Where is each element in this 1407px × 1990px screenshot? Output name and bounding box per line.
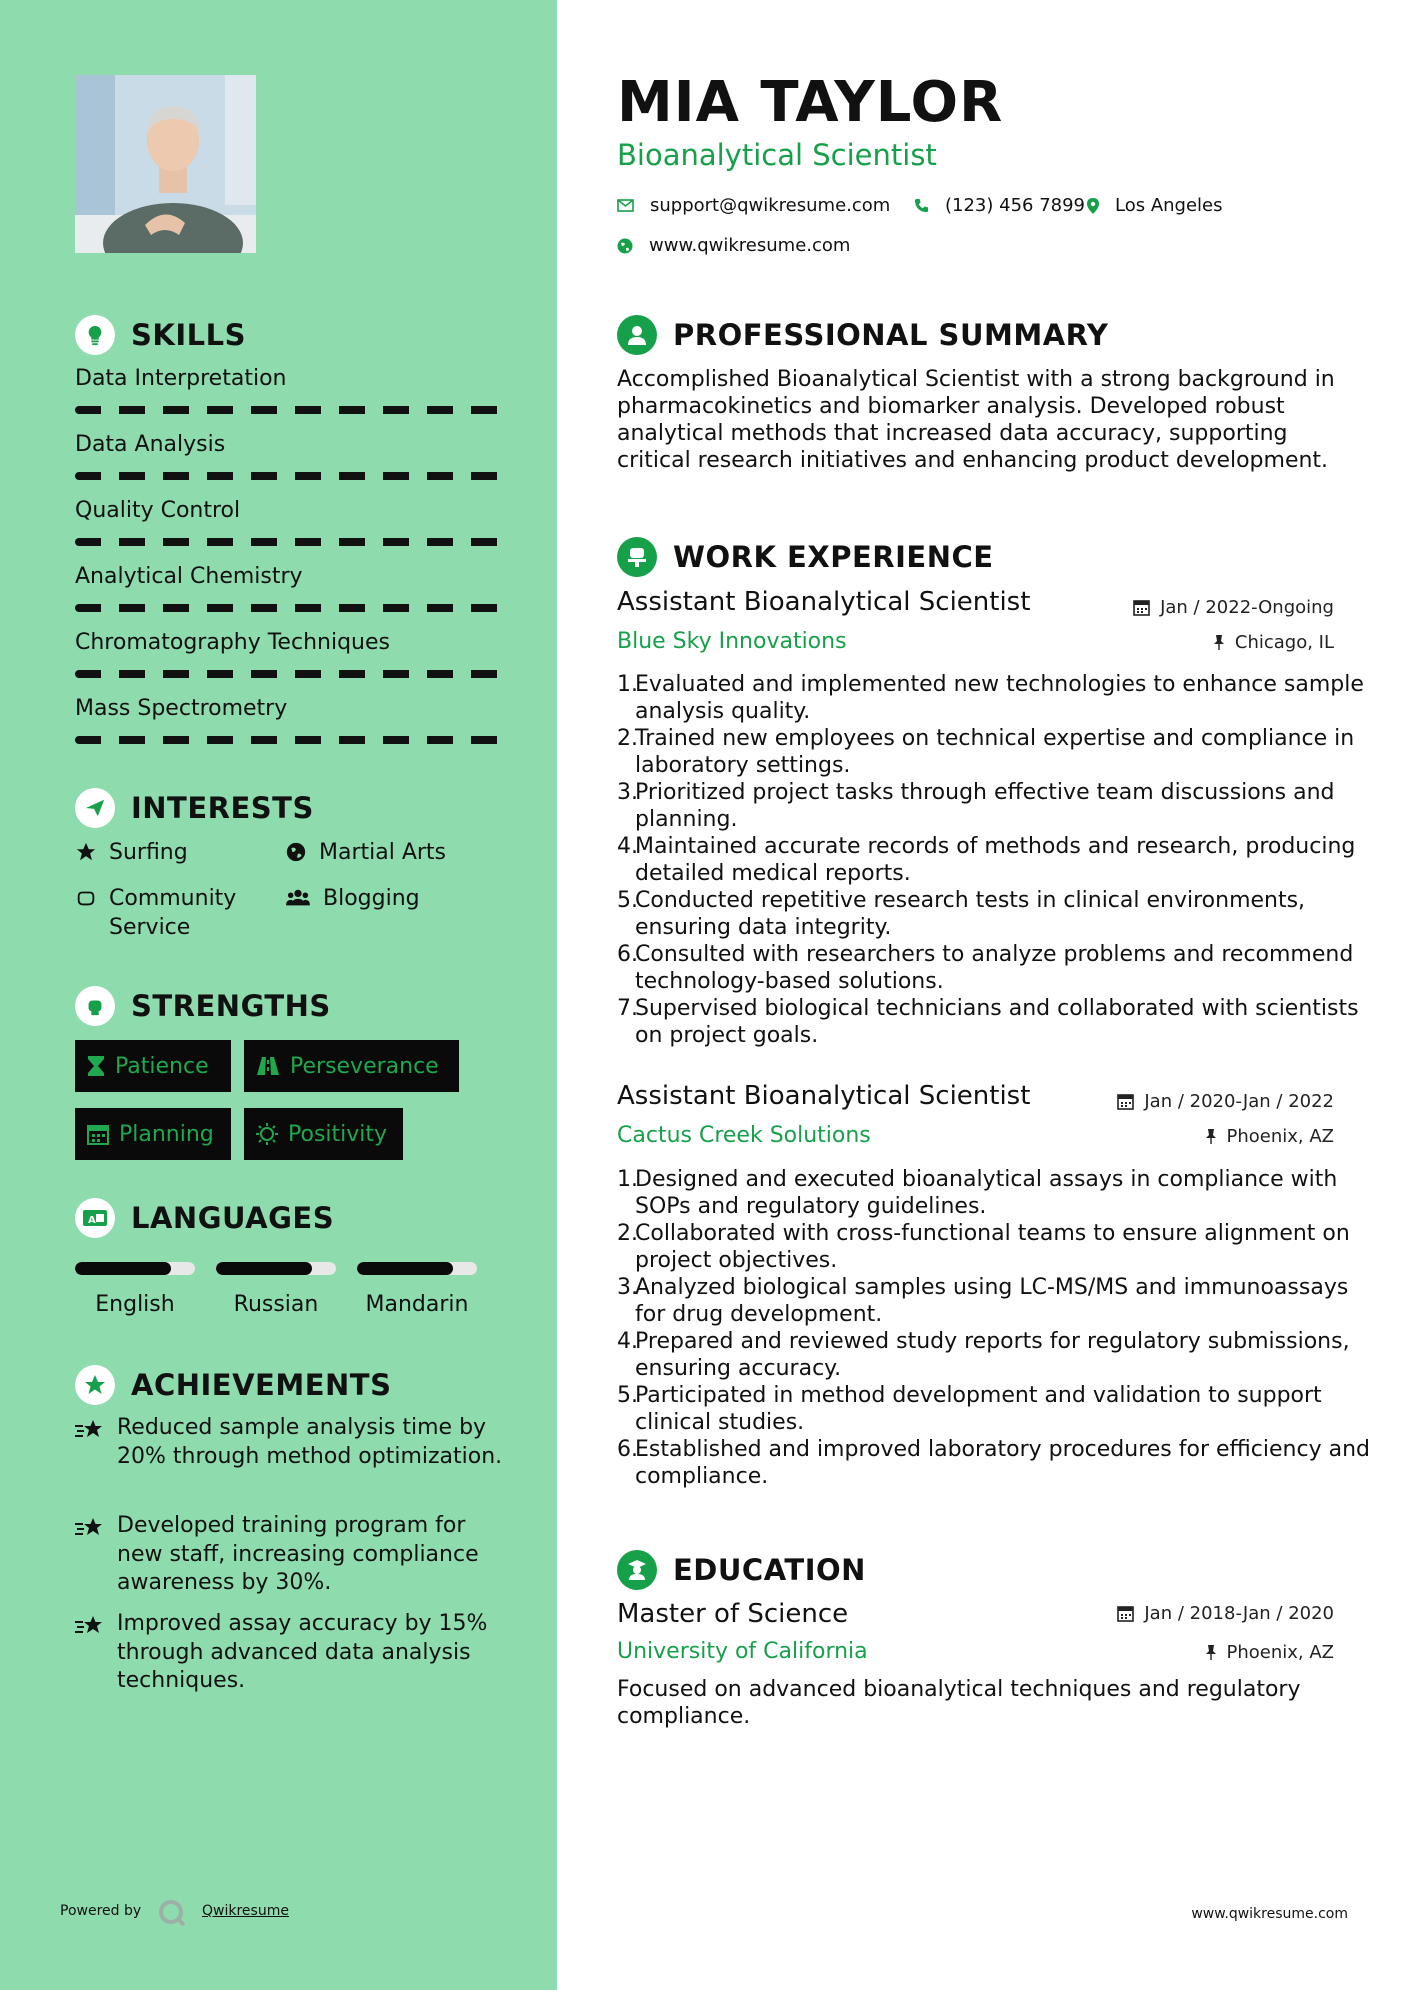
job-location (1213, 632, 1334, 653)
language-name: English (95, 1292, 175, 1317)
strength-badge (244, 1040, 459, 1092)
lightbulb-icon (75, 315, 115, 355)
education-location (1205, 1642, 1335, 1663)
users-icon (285, 887, 311, 909)
experience-heading (617, 537, 994, 577)
location-text: Los Angeles (1115, 195, 1223, 216)
job-company: Blue Sky Innovations (617, 629, 847, 654)
school-name: University of California (617, 1639, 868, 1664)
achievement-item (75, 1414, 515, 1471)
education-description: Focused on advanced bioanalytical techniques and regulatory compliance. (617, 1677, 1301, 1729)
language-level-fill (75, 1262, 171, 1275)
interest-item (285, 884, 515, 913)
strength-label: Planning (119, 1121, 214, 1147)
qwikresume-link[interactable]: Qwikresume (202, 1903, 289, 1919)
briefcase-icon (617, 537, 657, 577)
job-bullet: 1. Designed and executed bioanalytical assays in compliance with SOPs and regulatory guidelines. (617, 1167, 1338, 1219)
experience-title: WORK EXPERIENCE (673, 540, 994, 574)
education-heading (617, 1550, 866, 1590)
skill-name: Mass Spectrometry (75, 696, 288, 721)
calendar-icon (1133, 599, 1150, 616)
profile-photo (75, 75, 256, 253)
star-speed-icon (75, 1614, 107, 1638)
skills-heading (75, 315, 246, 355)
job-dates (1117, 1091, 1334, 1112)
main-content (557, 0, 1407, 1990)
achievement-text: Improved assay accuracy by 15% through advanced data analysis techniques. (117, 1611, 488, 1693)
summary-heading (617, 315, 1108, 355)
user-icon (617, 315, 657, 355)
map-marker-icon (1087, 198, 1099, 214)
phone-icon (914, 198, 929, 213)
achievement-item (75, 1610, 515, 1696)
globe-icon (285, 841, 307, 863)
candidate-name: MIA TAYLOR (617, 70, 1004, 135)
calendar-icon (87, 1123, 109, 1145)
star-speed-icon (75, 1418, 107, 1442)
skill-level-bar (75, 472, 505, 480)
language-icon (75, 1198, 115, 1238)
job-location (1205, 1126, 1335, 1147)
contact-website[interactable] (617, 235, 850, 256)
job-bullet: 6. Consulted with researchers to analyze problems and recommend technology-based solutions. (617, 942, 1354, 994)
strength-label: Patience (115, 1053, 209, 1079)
job-location-text: Phoenix, AZ (1226, 1126, 1334, 1147)
interest-item (75, 838, 265, 867)
interests-heading (75, 788, 314, 828)
job-bullet: 1. Evaluated and implemented new technologies to enhance sample analysis quality. (617, 672, 1364, 724)
job-title: Assistant Bioanalytical Scientist (617, 587, 1031, 617)
interests-title: INTERESTS (131, 791, 314, 825)
graduate-icon (617, 1550, 657, 1590)
interest-item (285, 838, 515, 867)
job-bullet: 7. Supervised biological technicians and collaborated with scientists on project goals. (617, 996, 1359, 1048)
pushpin-icon (1205, 1644, 1217, 1661)
interest-label: Blogging (323, 886, 420, 911)
road-icon (256, 1056, 280, 1076)
job-location-text: Chicago, IL (1234, 632, 1334, 653)
strength-badge (75, 1108, 231, 1160)
skill-level-bar (75, 736, 505, 744)
skill-level-bar (75, 670, 505, 678)
summary-text: Accomplished Bioanalytical Scientist with a strong background in pharmacokinetics and biomarker analysis. Developed robust analytical methods that increased data accuracy, supporting critical research initiatives and enhancing product development. (617, 367, 1335, 473)
job-title: Assistant Bioanalytical Scientist (617, 1081, 1031, 1111)
job-company: Cactus Creek Solutions (617, 1123, 871, 1148)
strength-badge (244, 1108, 403, 1160)
strength-label: Positivity (288, 1121, 388, 1147)
job-bullet: 4. Prepared and reviewed study reports for regulatory submissions, ensuring accuracy. (617, 1329, 1350, 1381)
achievement-text: Reduced sample analysis time by 20% through method optimization. (117, 1415, 503, 1469)
job-bullets (617, 1166, 1377, 1490)
education-location-text: Phoenix, AZ (1226, 1642, 1334, 1663)
contact-location (1087, 195, 1223, 216)
job-bullet: 4. Maintained accurate records of methods and research, producing detailed medical reports. (617, 834, 1356, 886)
language-level-bar (357, 1262, 477, 1275)
summary-title: PROFESSIONAL SUMMARY (673, 318, 1109, 352)
job-bullet: 2. Collaborated with cross-functional teams to ensure alignment on project objectives. (617, 1221, 1350, 1273)
star-speed-icon (75, 1516, 107, 1540)
languages-title: LANGUAGES (131, 1201, 335, 1235)
contact-email[interactable] (617, 195, 890, 216)
language-level-bar (216, 1262, 336, 1275)
svg-text:A: A (88, 1215, 96, 1226)
footer-website[interactable]: www.qwikresume.com (1191, 1906, 1348, 1922)
interest-label: Martial Arts (319, 840, 447, 865)
job-bullet: 6. Established and improved laboratory procedures for efficiency and compliance. (617, 1437, 1370, 1489)
award-star-icon (75, 1365, 115, 1405)
pushpin-icon (1205, 1128, 1217, 1145)
skill-name: Analytical Chemistry (75, 564, 303, 589)
job-bullet: 5. Conducted repetitive research tests in clinical environments, ensuring data integrity. (617, 888, 1306, 940)
paper-plane-icon (75, 788, 115, 828)
hand-icon (75, 887, 97, 909)
language-level-bar (75, 1262, 195, 1275)
globe-icon (617, 238, 633, 254)
calendar-icon (1117, 1093, 1134, 1110)
phone-text: (123) 456 7899 (945, 195, 1086, 216)
education-dates-text: Jan / 2018-Jan / 2020 (1144, 1603, 1334, 1624)
envelope-icon (617, 199, 634, 212)
interest-label: Community Service (109, 886, 237, 940)
language-name: Mandarin (365, 1292, 469, 1317)
degree-title: Master of Science (617, 1599, 849, 1629)
job-bullet: 5. Participated in method development and validation to support clinical studies. (617, 1383, 1322, 1435)
contact-phone[interactable] (914, 195, 1085, 216)
job-dates-text: Jan / 2020-Jan / 2022 (1144, 1091, 1334, 1112)
strengths-heading (75, 986, 331, 1026)
star-icon (75, 841, 97, 863)
qwikresume-logo-icon (157, 1898, 187, 1932)
language-level-fill (357, 1262, 453, 1275)
job-dates (1133, 597, 1334, 618)
interest-label: Surfing (109, 840, 188, 865)
achievement-text: Developed training program for new staff, increasing compliance awareness by 30%. (117, 1513, 479, 1595)
languages-heading (75, 1198, 334, 1238)
achievements-title: ACHIEVEMENTS (131, 1368, 392, 1402)
calendar-icon (1117, 1605, 1134, 1622)
pushpin-icon (1213, 634, 1225, 651)
hourglass-icon (87, 1055, 105, 1077)
sun-icon (256, 1123, 278, 1145)
fist-icon (75, 986, 115, 1026)
achievement-item (75, 1512, 515, 1598)
powered-by-label: Powered by (60, 1903, 142, 1919)
sidebar (0, 0, 557, 1990)
candidate-job-title: Bioanalytical Scientist (617, 138, 937, 172)
job-bullets (617, 671, 1377, 1049)
skill-name: Data Analysis (75, 432, 226, 457)
language-name: Russian (233, 1292, 319, 1317)
skill-name: Chromatography Techniques (75, 630, 390, 655)
skill-level-bar (75, 538, 505, 546)
education-dates (1117, 1603, 1334, 1624)
job-bullet: 3. Prioritized project tasks through effective team discussions and planning. (617, 780, 1335, 832)
strength-label: Perseverance (290, 1053, 439, 1079)
skill-level-bar (75, 604, 505, 612)
email-text: support@qwikresume.com (650, 195, 891, 216)
job-dates-text: Jan / 2022-Ongoing (1160, 597, 1334, 618)
strengths-title: STRENGTHS (131, 989, 331, 1023)
strength-badge (75, 1040, 231, 1092)
achievements-heading (75, 1365, 391, 1405)
interest-item (75, 884, 265, 942)
language-level-fill (216, 1262, 312, 1275)
education-title: EDUCATION (673, 1553, 866, 1587)
skill-level-bar (75, 406, 505, 414)
job-bullet: 3. Analyzed biological samples using LC-MS/MS and immunoassays for drug development. (617, 1275, 1349, 1327)
website-text: www.qwikresume.com (649, 235, 851, 256)
skill-name: Quality Control (75, 498, 241, 523)
skill-name: Data Interpretation (75, 366, 287, 391)
skills-title: SKILLS (131, 318, 246, 352)
job-bullet: 2. Trained new employees on technical expertise and compliance in laboratory settings. (617, 726, 1355, 778)
